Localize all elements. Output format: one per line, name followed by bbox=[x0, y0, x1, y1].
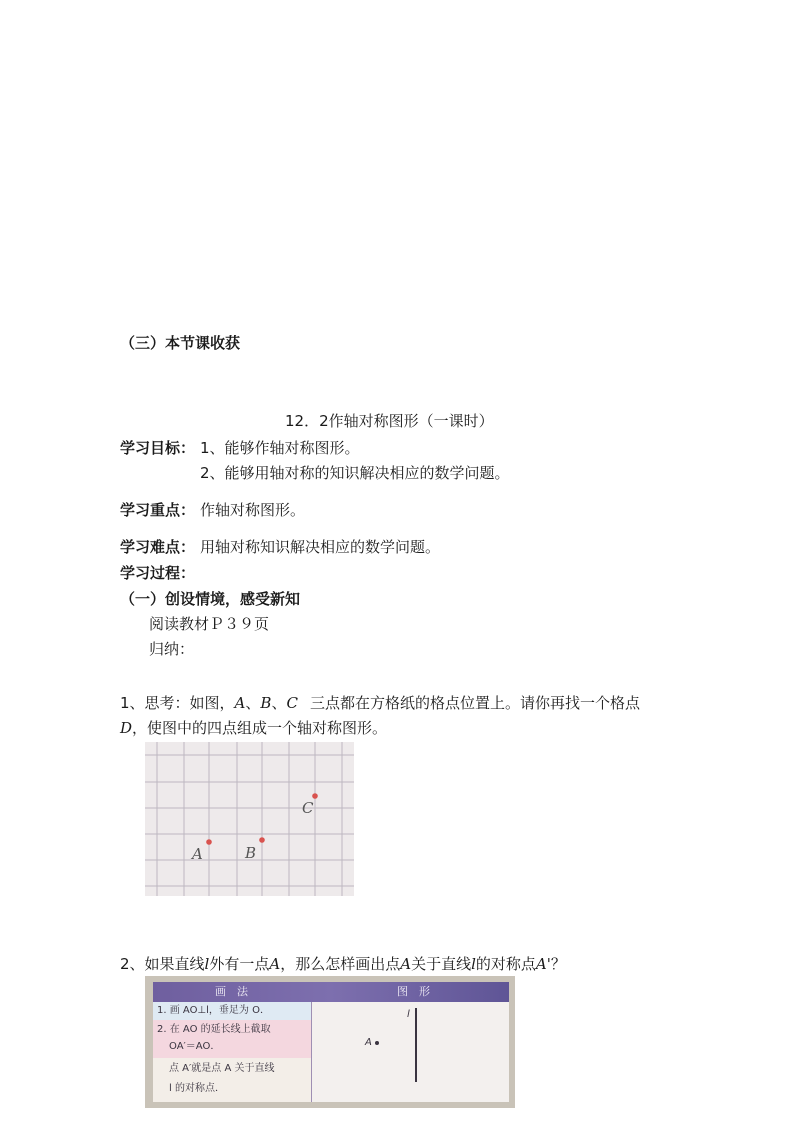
difficulty-text: 用轴对称知识解决相应的数学问题。 bbox=[200, 538, 441, 556]
table-header-figure: 图 形 bbox=[397, 985, 430, 998]
q2-prefix: 2、如果直线 bbox=[120, 955, 205, 973]
symmetry-method-table-figure bbox=[145, 976, 515, 1108]
point-a-dot bbox=[206, 839, 212, 845]
section-title-harvest: （三）本节课收获 bbox=[120, 334, 241, 352]
table-step-2b: OA′＝AO． bbox=[169, 1041, 221, 1052]
process-label: 学习过程： bbox=[120, 564, 196, 582]
figure-label-c: C bbox=[302, 799, 314, 817]
q1-point-c: C bbox=[286, 694, 298, 712]
line-l-label: l bbox=[407, 1009, 410, 1020]
q2-line-l-2: l bbox=[471, 955, 476, 973]
table-column-divider bbox=[311, 1002, 312, 1102]
q2-suffix: ？ bbox=[550, 955, 566, 973]
objective-item-1: 1、能够作轴对称图形。 bbox=[200, 439, 360, 457]
point-b-dot bbox=[259, 837, 265, 843]
summary-label: 归纳： bbox=[149, 640, 195, 658]
q1-rest: 三点都在方格纸的格点位置上。请你再找一个格点 bbox=[309, 694, 640, 712]
q2-mid-2: ，那么怎样画出点 bbox=[280, 955, 401, 973]
table-step-3a: 点 A′就是点 A 关于直线 bbox=[169, 1063, 275, 1074]
point-c-dot bbox=[312, 793, 318, 799]
table-method-column bbox=[153, 1002, 311, 1102]
objectives-label: 学习目标： bbox=[120, 439, 196, 457]
difficulty-label: 学习难点： bbox=[120, 538, 196, 556]
q2-mid-1: 外有一点 bbox=[209, 955, 270, 973]
key-point-text: 作轴对称图形。 bbox=[200, 501, 306, 519]
table-step-3b: l 的对称点． bbox=[169, 1083, 225, 1094]
reading-instruction: 阅读教材Ｐ３９页 bbox=[149, 615, 270, 633]
q1-point-d: D bbox=[120, 719, 133, 737]
q1-prefix: 1、思考：如图， bbox=[120, 694, 235, 712]
q2-point-a-2: A bbox=[400, 955, 412, 973]
line-l bbox=[415, 1008, 417, 1082]
grid-paper-figure bbox=[145, 742, 354, 896]
table-body bbox=[153, 1002, 509, 1102]
grid-svg bbox=[145, 742, 354, 896]
table-header bbox=[153, 982, 509, 1002]
figure-label-a: A bbox=[192, 845, 203, 863]
objective-item-2: 2、能够用轴对称的知识解决相应的数学问题。 bbox=[200, 464, 510, 482]
point-a-marker bbox=[375, 1041, 379, 1045]
q1-point-b: B bbox=[260, 694, 272, 712]
point-a-label: A bbox=[365, 1037, 372, 1048]
q1-line2-rest: ，使图中的四点组成一个轴对称图形。 bbox=[132, 719, 388, 737]
q1-point-a: A bbox=[234, 694, 246, 712]
part1-title: （一）创设情境，感受新知 bbox=[120, 590, 301, 608]
q2-mid-3: 关于直线 bbox=[411, 955, 472, 973]
key-point-label: 学习重点： bbox=[120, 501, 196, 519]
question-1-line-2 bbox=[120, 718, 387, 738]
table-step-1: 1. 画 AO⊥l，垂足为 O． bbox=[157, 1005, 270, 1016]
figure-label-b: B bbox=[245, 844, 257, 862]
table-header-method: 画 法 bbox=[215, 985, 248, 998]
question-2 bbox=[120, 954, 566, 974]
q2-mid-4: 的对称点 bbox=[475, 955, 536, 973]
q2-point-a-1: A bbox=[269, 955, 281, 973]
q1-sep-1: 、 bbox=[245, 694, 261, 712]
table-step-2a: 2. 在 AO 的延长线上截取 bbox=[157, 1024, 271, 1035]
q2-line-l-1: l bbox=[204, 955, 210, 973]
lesson-title: 12．2作轴对称图形（一课时） bbox=[285, 412, 494, 430]
q1-sep-2: 、 bbox=[271, 694, 287, 712]
q2-point-a-prime: A' bbox=[535, 955, 551, 973]
question-1-line-1 bbox=[120, 693, 640, 713]
